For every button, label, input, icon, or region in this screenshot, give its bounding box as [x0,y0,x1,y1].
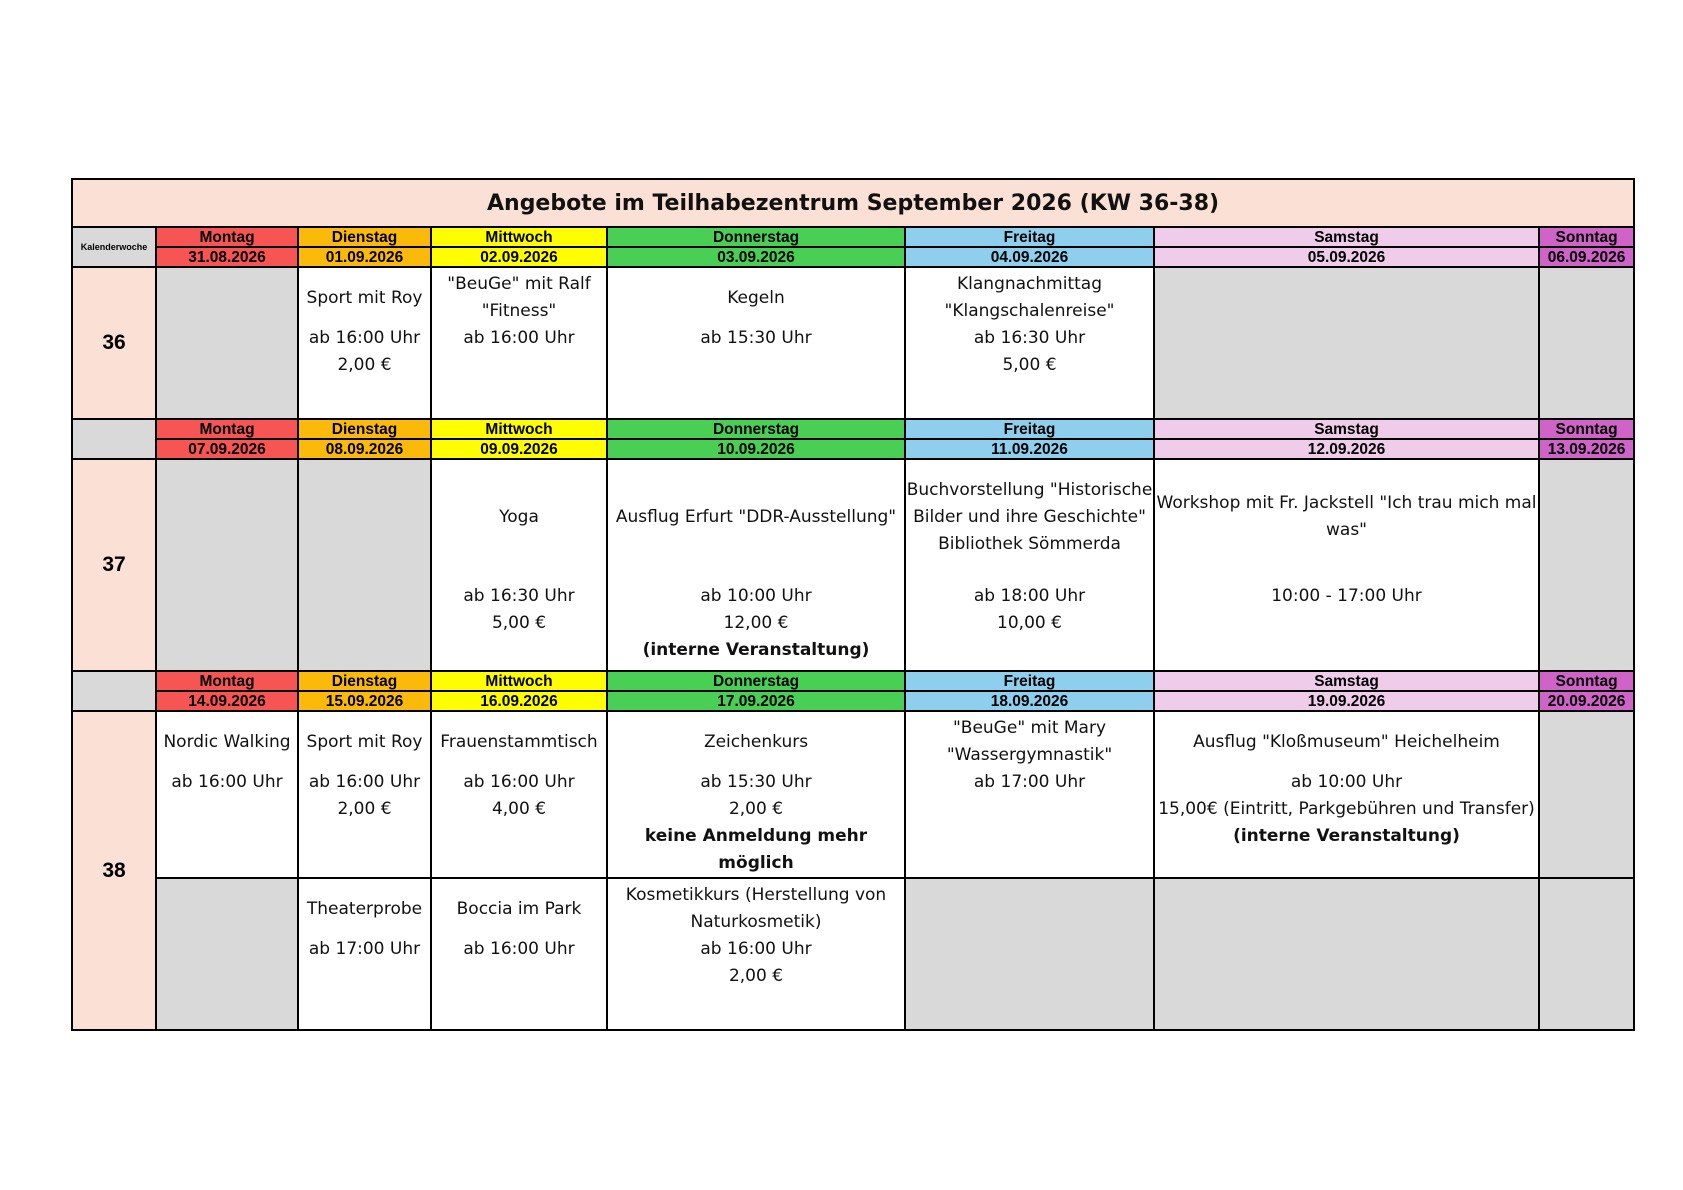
day-header-dienstag: Dienstag [298,671,431,691]
event-title: Theaterprobe [306,898,423,919]
date-cell: 14.09.2026 [156,691,298,711]
empty-cell [905,878,1154,1030]
day-header-sonntag: Sonntag [1539,419,1634,439]
event-price: 15,00€ (Eintritt, Parkgebühren und Transfer) [1158,799,1535,819]
event-time: ab 16:30 Uhr [973,328,1086,348]
week-number: 36 [72,267,156,419]
day-header-dienstag: Dienstag [298,227,431,247]
event-title: Ausflug Erfurt "DDR-Ausstellung" [615,506,897,527]
event-note: (interne Veranstaltung) [642,640,870,660]
event-time: ab 15:30 Uhr [700,328,812,348]
day-header-samstag: Samstag [1154,227,1539,247]
event-time: ab 17:00 Uhr [973,772,1086,792]
event-cell [905,459,1154,671]
event-title: Kegeln [727,287,785,308]
date-cell: 20.09.2026 [1539,691,1634,711]
day-header-montag: Montag [156,419,298,439]
day-header-freitag: Freitag [905,419,1154,439]
schedule-table [71,178,1635,1031]
event-cell [298,878,431,1030]
day-header-donnerstag: Donnerstag [607,419,905,439]
event-cell [298,711,431,878]
kw-header-blank [72,419,156,459]
week-number: 38 [72,711,156,1030]
event-title: "BeuGe" mit Ralf [447,274,591,294]
week-number: 37 [72,459,156,671]
date-cell: 06.09.2026 [1539,247,1634,267]
event-title: Nordic Walking [163,731,291,752]
day-header-samstag: Samstag [1154,419,1539,439]
event-price: 5,00 € [1002,355,1057,375]
day-header-dienstag: Dienstag [298,419,431,439]
event-title: Sport mit Roy [306,287,423,308]
event-title: was" [1326,520,1367,540]
event-title: Bibliothek Sömmerda [938,533,1121,554]
event-cell [1154,711,1539,878]
empty-cell [1154,878,1539,1030]
day-header-donnerstag: Donnerstag [607,227,905,247]
date-cell: 10.09.2026 [607,439,905,459]
event-title: "Fitness" [481,301,557,321]
event-title: Klangnachmittag [957,274,1102,294]
event-cell [905,267,1154,419]
date-cell: 12.09.2026 [1154,439,1539,459]
event-cell [298,267,431,419]
event-time: ab 16:00 Uhr [308,328,421,348]
event-title: "BeuGe" mit Mary [952,718,1107,738]
event-time: ab 16:00 Uhr [700,939,812,959]
event-time: ab 10:00 Uhr [1290,772,1403,792]
event-title: Boccia im Park [456,898,582,919]
event-price: 10,00 € [997,613,1062,633]
date-cell: 08.09.2026 [298,439,431,459]
day-header-mittwoch: Mittwoch [431,671,607,691]
empty-cell [1154,267,1539,419]
date-cell: 13.09.2026 [1539,439,1634,459]
event-time: ab 16:00 Uhr [463,328,575,348]
event-title: Zeichenkurs [703,731,809,752]
event-cell [431,711,607,878]
event-time: ab 16:00 Uhr [463,939,575,959]
event-cell [156,711,298,878]
event-cell [607,878,905,1030]
day-header-montag: Montag [156,227,298,247]
empty-cell [1539,459,1634,671]
event-cell [607,711,905,878]
event-price: 12,00 € [723,613,789,633]
event-time: ab 16:30 Uhr [463,586,575,606]
day-header-mittwoch: Mittwoch [431,419,607,439]
day-header-freitag: Freitag [905,671,1154,691]
event-price: 2,00 € [337,355,392,375]
date-cell: 19.09.2026 [1154,691,1539,711]
date-cell: 09.09.2026 [431,439,607,459]
day-header-mittwoch: Mittwoch [431,227,607,247]
event-time: 10:00 - 17:00 Uhr [1271,586,1422,606]
empty-cell [1539,711,1634,878]
event-cell [1154,459,1539,671]
event-note: (interne Veranstaltung) [1233,826,1460,846]
day-header-sonntag: Sonntag [1539,671,1634,691]
event-title: "Klangschalenreise" [944,301,1115,321]
event-cell [431,459,607,671]
date-cell: 07.09.2026 [156,439,298,459]
kw-header-blank [72,671,156,711]
date-cell: 03.09.2026 [607,247,905,267]
event-cell [607,267,905,419]
event-cell [905,711,1154,878]
event-title: Ausflug "Kloßmuseum" Heichelheim [1193,731,1500,752]
day-header-sonntag: Sonntag [1539,227,1634,247]
event-title: Workshop mit Fr. Jackstell "Ich trau mich mal [1156,493,1537,513]
day-header-freitag: Freitag [905,227,1154,247]
empty-cell [1539,267,1634,419]
event-time: ab 10:00 Uhr [700,586,812,606]
event-title: Yoga [499,506,539,527]
empty-cell [156,267,298,419]
empty-cell [1539,878,1634,1030]
date-cell: 05.09.2026 [1154,247,1539,267]
date-cell: 02.09.2026 [431,247,607,267]
day-header-donnerstag: Donnerstag [607,671,905,691]
event-time: ab 16:00 Uhr [171,772,283,792]
event-time: ab 16:00 Uhr [463,772,575,792]
date-cell: 11.09.2026 [905,439,1154,459]
date-cell: 31.08.2026 [156,247,298,267]
empty-cell [156,878,298,1030]
kw-column-label: Kalenderwoche [72,227,156,267]
event-cell [431,878,607,1030]
date-cell: 18.09.2026 [905,691,1154,711]
day-header-samstag: Samstag [1154,671,1539,691]
event-title: Bilder und ihre Geschichte" [913,506,1146,527]
page-title: Angebote im Teilhabezentrum September 2026 (KW 36-38) [72,179,1634,227]
event-note: keine Anmeldung mehr möglich [644,826,868,873]
event-price: 2,00 € [728,966,784,986]
event-time: ab 18:00 Uhr [973,586,1086,606]
event-title: "Wassergymnastik" [946,745,1113,765]
day-header-montag: Montag [156,671,298,691]
date-cell: 04.09.2026 [905,247,1154,267]
event-title: Naturkosmetik) [690,912,822,932]
date-cell: 17.09.2026 [607,691,905,711]
empty-cell [156,459,298,671]
event-cell [607,459,905,671]
event-price: 4,00 € [491,799,547,819]
event-time: ab 17:00 Uhr [308,939,421,959]
date-cell: 01.09.2026 [298,247,431,267]
event-title: Frauenstammtisch [440,731,598,752]
event-title: Kosmetikkurs (Herstellung von [625,885,887,905]
event-title: Buchvorstellung "Historische [906,479,1153,500]
date-cell: 16.09.2026 [431,691,607,711]
date-cell: 15.09.2026 [298,691,431,711]
event-title: Sport mit Roy [306,731,423,752]
event-cell [431,267,607,419]
event-price: 5,00 € [491,613,547,633]
empty-cell [298,459,431,671]
event-price: 2,00 € [728,799,784,819]
event-time: ab 15:30 Uhr [700,772,812,792]
event-time: ab 16:00 Uhr [308,772,421,792]
event-price: 2,00 € [337,799,392,819]
